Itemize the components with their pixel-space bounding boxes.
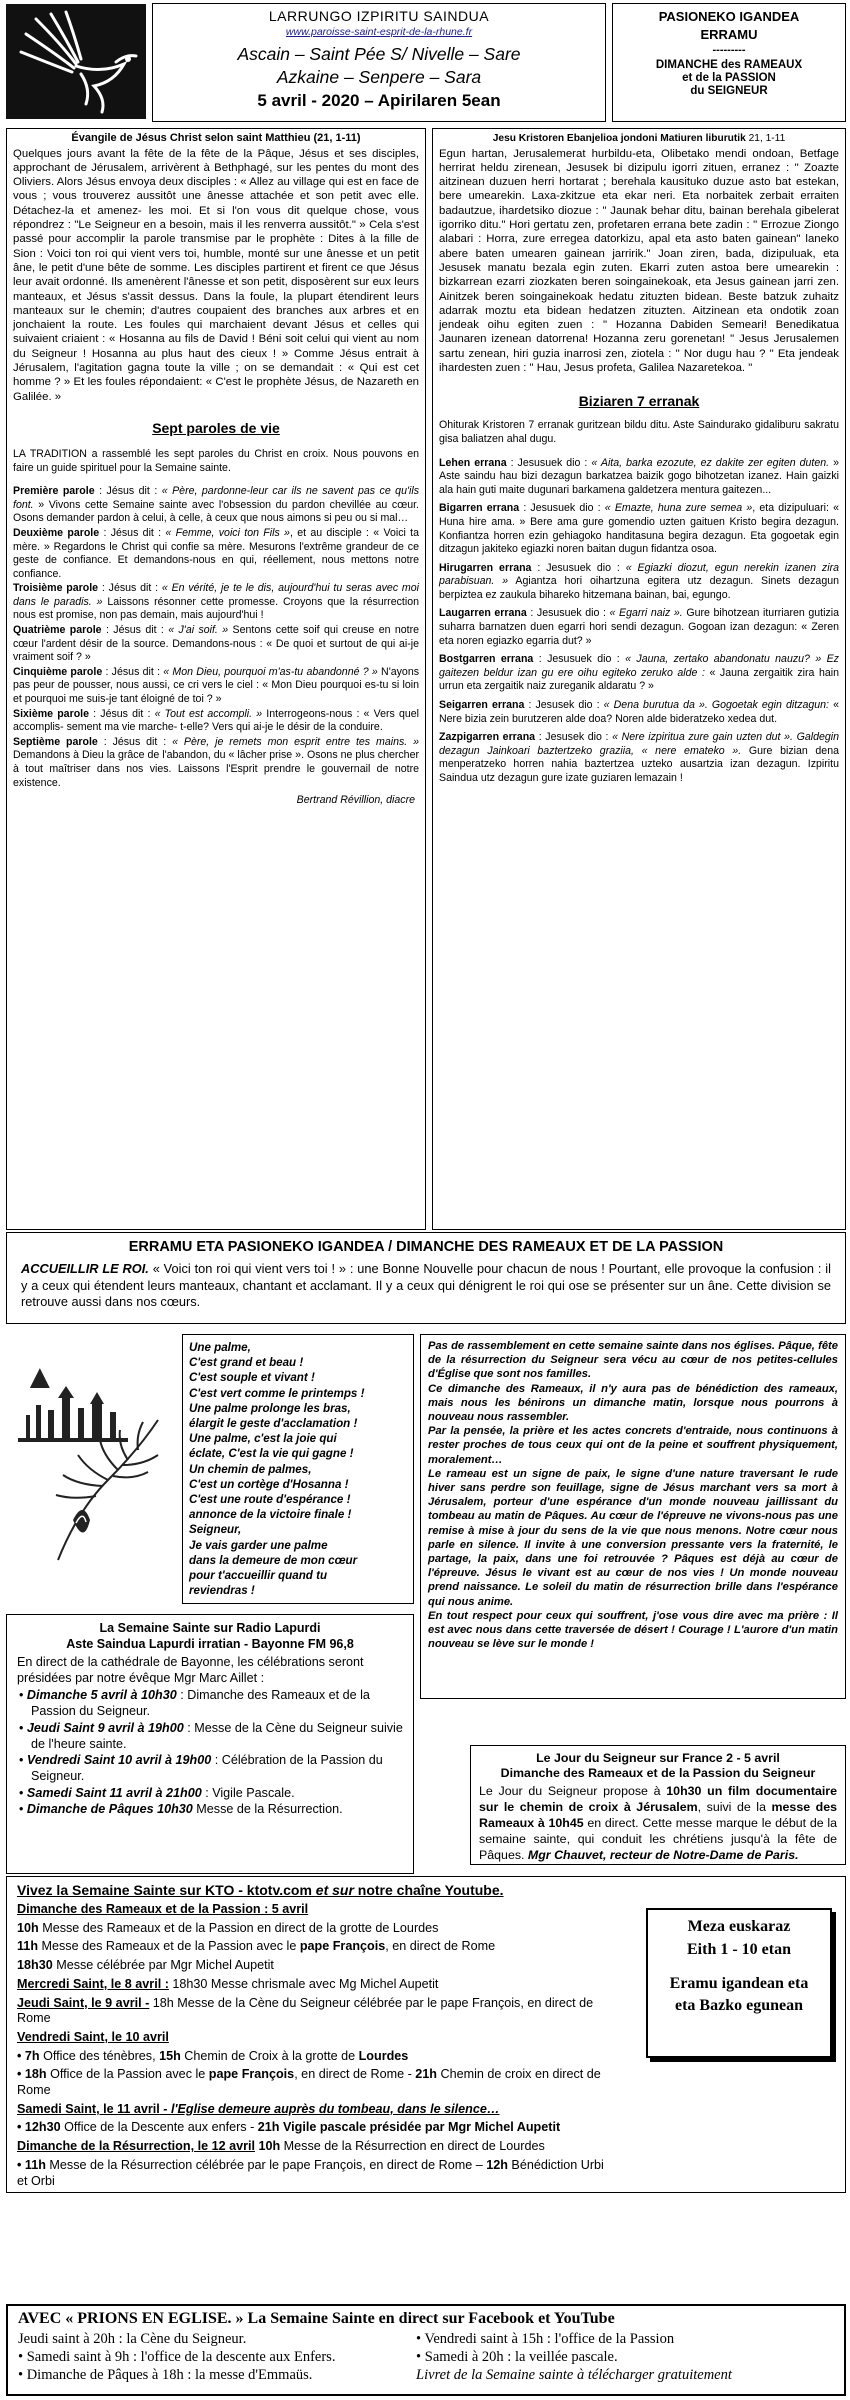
kto-desc: Bénédiction Urbi et Orbi <box>17 2157 604 2188</box>
kto-time: 18h30 <box>17 1958 53 1973</box>
radio-when: Jeudi Saint 9 avril à 19h00 <box>26 1720 184 1735</box>
kto-emph: pape François <box>208 2067 295 2082</box>
prions-item: • Samedi à 20h : la veillée pascale. <box>416 2349 618 2365</box>
right-column <box>432 128 846 1230</box>
kto-heading-tail: 18h Messe de la Cène du Seigneur célébrée par le pape François, en direct de Rome <box>17 1995 594 2026</box>
prions-item: • Vendredi saint à 15h : l'office de la Passion <box>416 2331 675 2347</box>
kto-desc: Office de la Passion avec le <box>46 2067 209 2082</box>
radio-item <box>17 1721 403 1752</box>
errana-item <box>439 502 839 556</box>
radio-item <box>17 1753 403 1784</box>
radio-intro: En direct de la cathédrale de Bayonne, les célébrations seront présidées par notre évêque Mgr Marc Aillet : <box>17 1655 364 1685</box>
poem-line: Une palme, c'est la joie qui <box>189 1432 337 1446</box>
parole-lead: : Jésus dit : <box>89 707 155 720</box>
radio-what: : Messe de la Cène du Seigneur suivie de l'heure sainte. <box>31 1720 403 1751</box>
parole-rest: Laissons résonner cette promesse. Croyons que la résurrection nous est promise, non pas demain, mais aujourd'hui ! <box>13 595 419 622</box>
errana-item <box>439 562 839 603</box>
radio-what: : Dimanche des Rameaux et de la Passion du Seigneur. <box>31 1688 370 1719</box>
parole-rest: , et au disciple : « Voici ta mère. » Regardons le Christ qui confie sa mère. Mesurons l'extrême grandeur de ce geste de confiance. Et demandons-nous en qui, réellement, nous mettons notre confiance. <box>13 526 419 580</box>
parole-rest: Demandons à Dieu la grâce de l'abandon, du « lâcher prise ». Osons ne plus chercher à tout maîtriser dans nos vies. Laissons l'Esprit prendre le gouvernail de notre existence. <box>13 749 419 789</box>
kto-emph: pape François <box>299 1939 386 1954</box>
errana-lead: : Jesusuek dio : <box>519 502 605 515</box>
bullet-icon: • <box>19 1688 27 1703</box>
parole-lead: : Jésus dit : <box>98 582 162 595</box>
parole-item <box>13 624 419 665</box>
parole-label: Deuxième parole <box>13 526 100 539</box>
errana-label: Bigarren errana <box>439 502 520 515</box>
errana-label: Zazpigarren errana <box>439 731 536 744</box>
kto-desc: Messe des Rameaux et de la Passion avec le <box>38 1939 300 1954</box>
poem-line: C'est vert comme le printemps ! <box>189 1386 365 1400</box>
issue-date: 5 avril - 2020 – Apirilaren 5ean <box>257 91 501 110</box>
kto-heading: Mercredi Saint, le 8 avril : <box>17 1976 169 1991</box>
errana-lead: : Jesusuek dio : <box>531 561 626 574</box>
poem-line: Un chemin de palmes, <box>189 1462 312 1476</box>
errana-item <box>439 653 839 694</box>
parole-lead: : Jésus dit : <box>99 526 166 539</box>
kto-line <box>17 1958 617 1974</box>
errana-label: Seigarren errana <box>439 699 525 712</box>
parole-label: Sixième parole <box>13 707 90 720</box>
meza-line-4: eta Bazko egunean <box>675 1997 803 2014</box>
kto-line <box>17 1921 617 1937</box>
radio-what: Messe de la Résurrection. <box>192 1802 343 1817</box>
parole-rest: » Vivons cette Semaine sainte avec l'obsession du pardon chevillée au cœur. Osons demander pardon à celui, à celle, à ceux que nous aimons si peu ou si mal… <box>13 498 419 525</box>
errana-item <box>439 699 839 726</box>
radio-title-2: Aste Saindua Lapurdi irratian - Bayonne FM 96,8 <box>66 1637 354 1651</box>
errana-rest: Gure bihotzean iturriaren gutizia suharra barnatzen duen egarri hori sendi dezagun. Gogoan izan dezagun: « Zeren eta noren egiazko egarria dut? » <box>439 607 840 647</box>
errana-item <box>439 457 839 498</box>
errana-rest: « Nere bizia zein burutzeren alde doa? Noren alde bideratzeko xedea dut. <box>439 699 839 725</box>
biziaren-title: Biziaren 7 erranak <box>578 393 700 410</box>
errana-lead: : Jesusuek dio : <box>506 456 592 469</box>
rassemblement-box <box>420 1334 846 1699</box>
header-right <box>612 3 846 122</box>
meza-box <box>646 1908 832 2058</box>
prions-title: AVEC « PRIONS EN EGLISE. » La Semaine Sainte en direct sur Facebook et YouTube <box>18 2310 615 2327</box>
errana-item <box>439 731 839 785</box>
logo-dove <box>6 4 146 119</box>
errana-rest: » Aste saindu hau bizi dezagun barkatzea baizik gogo bihotzetan izanez. Hain gaizki ala hain guti maite dugunari barkamena galdetzera mentura gaitezen... <box>439 456 839 496</box>
kto-emph: 21h <box>415 2067 437 2082</box>
day-fr-1: DIMANCHE des RAMEAUX <box>655 59 803 71</box>
parole-quote: « Mon Dieu, pourquoi m'as-tu abandonné ? » <box>163 665 378 678</box>
poem-line: éclate, C'est la vie qui gagne ! <box>189 1447 354 1461</box>
biziaren-list <box>439 457 839 786</box>
poem-line: C'est grand et beau ! <box>189 1356 304 1370</box>
radio-item <box>17 1786 403 1802</box>
parole-item <box>13 485 419 526</box>
website-link[interactable]: www.paroisse-saint-esprit-de-la-rhune.fr <box>285 26 473 38</box>
meza-time: Eith 1 - 10 etan <box>687 1941 791 1958</box>
parole-label: Septième parole <box>13 735 98 748</box>
gospel-eus-text: Egun hartan, Jerusalemerat hurbildu-eta, Olibetako mendi ondoan, Betfage herrirat heldu zirenean, Jesusek bi dizipulu igorri zituen, erranez : " Zoazte aitzinean duzuen herri hortarat ; berehala kausituko duzue asto bat estekan, bere umearekin. Laxa-zkitzue eta ekar neri. Eta norbaitek zerbait erraiten badautzue, ihardetsiko diozue : " Jaunak behar ditu, bainan berehala gibelerat igorriko ditu." Hori gertatu zen, profetaren errana bete zadin : " Errozue Ziongo alabari : Horra, zure erregea datorkizu, apal eta asto baten gainean" laneko abere baten umearen gainean jarririk." Joan ziren, bada, dizipuluak, eta Jesusek manatu bezala egin zuten. Ekarri zuten astoa bere umearekin : bizkarrean ezarri ziozkaten beren soingainekoak, eta Jesus gainean jarri zen. Ainitzek beren soingainekoak hedatu zituzten bidean. Beste batzuk zuhaitz adarrak moztu eta bidean hedatzen zituzten. Aitzinean eta ondotik zoan jendeak oihu egiten zuen : " Hozanna Dabiden Semeari! Benedikatua Jaunaren izenean datorrena! Hozanna zeru gorenetan! " Jesus Jerusalemen sartu zenean, hiri guzia inarrosi zen, ziotela : " Nor dugu hau ? " Eta jendeak ihardesten zuen : " Hau, Jesus profeta, Galilea Nazaretekoa. " <box>439 147 839 375</box>
bullet-icon: • <box>19 1802 27 1817</box>
palm-icon <box>18 1360 178 1590</box>
kto-schedule <box>17 1902 617 2189</box>
rassemblement-paragraph: En tout respect pour ceux qui souffrent, j'ose vous dire avec ma prière : Il est avec nous dans cette traversée de désert ! Courage ! L'aurore d'un matin nouveau se lève sur le monde ! <box>428 1609 838 1651</box>
parole-rest: Sentons cette soif qui creuse en notre cœur l'ardent désir de la source. Demandons-nous : « De quoi et surtout de qui ai-je vraiment soif ? » <box>13 624 420 664</box>
sept-paroles-list <box>13 485 419 790</box>
prions-item: Jeudi saint à 20h : la Cène du Seigneur. <box>18 2331 247 2347</box>
towns-fr: Ascain – Saint Pée S/ Nivelle – Sare <box>237 44 521 64</box>
errana-quote: « Dena burutua da ». Gogoetak egin ditzagun: <box>603 699 829 712</box>
kto-heading: Dimanche de la Résurrection, le 12 avril <box>17 2139 255 2154</box>
kto-line <box>17 1939 617 1955</box>
day-eus-1: PASIONEKO IGANDEA <box>658 9 800 24</box>
parole-item <box>13 736 419 790</box>
parole-quote: « Père, pardonne-leur car ils ne savent pas ce qu'ils font. <box>13 485 419 511</box>
poem-line: dans la demeure de mon cœur <box>189 1553 358 1567</box>
poem-line: Seigneur, <box>189 1523 242 1537</box>
kto-desc: Office des ténèbres, <box>39 2048 160 2063</box>
rassemblement-paragraph: Ce dimanche des Rameaux, il n'y aura pas de bénédiction des rameaux, mais nous les bénirons un dimanche matin, lorsque nous pourrons à nouveau nous rassembler. <box>428 1382 838 1424</box>
day-fr-2: et de la PASSION <box>682 72 776 84</box>
radio-when: Vendredi Saint 10 avril à 19h00 <box>26 1753 212 1768</box>
kto-section-heading <box>17 2139 617 2155</box>
france2-title-1: Le Jour du Seigneur sur France 2 - 5 avril <box>536 1751 780 1765</box>
parole-quote: « Femme, voici ton Fils » <box>165 526 290 539</box>
france2-text: Le Jour du Seigneur propose à 10h30 un film documentaire sur le chemin de croix à Jérusalem, suivi de la messe des Rameaux à 10h45 en direct. Cette messe marque le début de la semaine sainte, qui conduit les chrétiens jusqu'à la fête de Pâques. Mgr Chauvet, recteur de Notre-Dame de Paris. <box>479 1784 838 1862</box>
biziaren-intro: Ohiturak Kristoren 7 erranak guritzean bildu ditu. Aste Saindurako gidaliburu sakratu gisa baliatzen ahal dugu. <box>439 419 839 445</box>
day-fr-3: du SEIGNEUR <box>690 85 768 97</box>
parole-item <box>13 708 419 735</box>
kto-desc: , en direct de Rome - <box>294 2067 416 2082</box>
france2-title-2: Dimanche des Rameaux et de la Passion du Seigneur <box>500 1766 816 1780</box>
dove-icon <box>6 4 146 119</box>
errana-lead: : Jesusek dio : <box>535 731 613 744</box>
errana-label: Hirugarren errana <box>439 561 532 574</box>
gospel-fr-text: Quelques jours avant la fête de la fête de la Pâque, Jésus et ses disciples, approchant de Jérusalem, arrivèrent à Bethphagé, sur les pentes du mont des Oliviers. Alors Jésus envoya deux disciples : « Allez au village qui est en face de vous ; vous trouverez aussitôt une ânesse attachée et son petit avec elle. Détachez-la et amenez- les moi. Et si l'on vous dit quelque chose, vous répondrez : "Le Seigneur en a besoin, mais il les renverra aussitôt." » Cela s'est passé pour accomplir la parole transmise par le prophète : Dites à la fille de Sion : Voici ton roi qui vient vers toi, humble, monté sur une ânesse et un petit âne, le petit d'une bête de somme. Les disciples partirent et firent ce que Jésus leur avait ordonné. Ils amenèrent l'ânesse et son petit, disposèrent sur eux leurs manteaux, et Jésus s'assit dessus. Dans la foule, la plupart étendirent leurs manteaux sur le chemin; d'autres coupaient des branches aux arbres et en jonchaient la route. Les foules qui marchaient devant Jésus et celles qui suivaient criaient : « Hosanna au fils de David ! Béni soit celui qui vient au nom du Seigneur ! Hosanna au plus haut des cieux ! » Comme Jésus entrait à Jérusalem, l'agitation gagna toute la ville ; on se demandait : « Qui est cet homme ? » Et les foules répondaient: « C'est le prophète Jésus, de Nazareth en Galilée. » <box>13 147 419 403</box>
parole-lead: : Jésus dit : <box>101 624 169 637</box>
radio-when: Samedi Saint 11 avril à 21h00 <box>26 1785 202 1800</box>
bullet-icon: • <box>19 1720 27 1735</box>
france2-box <box>470 1745 846 1865</box>
kto-heading-tail: Messe de la Résurrection en direct de Lourdes <box>280 2139 545 2154</box>
poem-line: C'est une route d'espérance ! <box>189 1493 351 1507</box>
errana-lead: : Jesusuek dio : <box>526 607 610 620</box>
kto-time: • 18h <box>17 2067 47 2082</box>
poem-line: annonce de la victoire finale ! <box>189 1508 352 1522</box>
svg-text:▲: ▲ <box>23 1360 57 1396</box>
parole-quote: « Tout est accompli. » <box>154 707 263 720</box>
prions-item: • Samedi saint à 9h : l'office de la descente aux Enfers. <box>18 2349 336 2365</box>
kto-heading: Dimanche des Rameaux et de la Passion : 5 avril <box>17 1902 309 1916</box>
prions-right <box>416 2330 834 2384</box>
poem-line: reviendras ! <box>189 1584 255 1598</box>
parole-lead: : Jésus dit : <box>102 665 164 678</box>
poem-box <box>182 1334 414 1604</box>
sept-paroles-intro: LA TRADITION a rassemblé les sept paroles du Christ en croix. Nous pouvons en faire un guide spirituel pour la Semaine sainte. <box>13 447 419 474</box>
radio-title-1: La Semaine Sainte sur Radio Lapurdi <box>99 1621 321 1635</box>
kto-heading-tail: 10h <box>254 2139 281 2154</box>
kto-emph: 21h Vigile pascale présidée par Mgr Michel Aupetit <box>257 2120 561 2135</box>
errana-lead: : Jesusuek dio : <box>533 653 626 666</box>
kto-heading-tail: 18h30 Messe chrismale avec Mg Michel Aupetit <box>168 1976 439 1991</box>
kto-time: • 12h30 <box>17 2120 61 2135</box>
gospel-fr-title: Évangile de Jésus Christ selon saint Matthieu (21, 1-11) <box>71 132 361 144</box>
kto-desc: Office de la Descente aux enfers - <box>60 2120 258 2135</box>
kto-emph: 12h <box>486 2157 508 2172</box>
kto-time: 10h <box>17 1920 39 1935</box>
meza-title: Meza euskaraz <box>687 1918 791 1935</box>
gospel-eus-title: Jesu Kristoren Ebanjelioa jondoni Matiuren liburutik 21, 1-11 <box>492 133 786 144</box>
radio-when: Dimanche de Pâques 10h30 <box>26 1802 193 1817</box>
radio-what: : Célébration de la Passion du Seigneur. <box>31 1753 383 1783</box>
header-center <box>152 3 606 122</box>
parole-label: Première parole <box>13 485 95 498</box>
errana-quote: « Jauna, zertako abandonatu nauzu? » Ez gaitezen beldur izan gu ere oihu egiteko zeruko alde : <box>439 653 839 679</box>
kto-heading: Jeudi Saint, le 9 avril - <box>17 1995 150 2010</box>
poem-line: Une palme prolonge les bras, <box>189 1401 351 1415</box>
errana-rest: Gure bizian dena menperatzeko horren nahia baztertzea uzteko ausartzia izan dezagun. Izpiritu Saindua utz dezagun gure izate guziaren lemazain ! <box>439 744 839 784</box>
kto-section-heading <box>17 1977 617 1993</box>
radio-when: Dimanche 5 avril à 10h30 <box>26 1688 177 1703</box>
poem-line: Une palme, <box>189 1341 251 1354</box>
parole-lead: : Jésus dit : <box>97 735 173 748</box>
kto-line <box>17 2120 617 2136</box>
errana-quote: « Egarri naiz ». <box>609 607 683 620</box>
kto-desc: Messe de la Résurrection célébrée par le pape François, en direct de Rome – <box>45 2157 487 2172</box>
kto-line <box>17 2049 617 2065</box>
errana-quote: « Emazte, huna zure semea » <box>604 502 753 515</box>
rassemblement-text <box>428 1339 838 1651</box>
kto-line <box>17 2158 617 2189</box>
kto-desc: Messe célébrée par Mgr Michel Aupetit <box>52 1958 274 1973</box>
parole-label: Cinquième parole <box>13 665 103 678</box>
parole-item <box>13 666 419 707</box>
rassemblement-paragraph: Pas de rassemblement en cette semaine sainte dans nos églises. Pâque, fête de la résurrection du Seigneur sera vécu au cœur de nos petites-cellules d'Église que sont nos familles. <box>428 1340 838 1381</box>
palm-drawing <box>18 1360 178 1590</box>
parole-quote: « J'ai soif. » <box>168 624 229 637</box>
kto-desc: Chemin de croix en direct de Rome <box>17 2067 601 2098</box>
poem-line: pour t'accueillir quand tu <box>189 1569 328 1583</box>
kto-heading: Samedi Saint, le 11 avril <box>17 2101 160 2116</box>
kto-emph: 15h <box>159 2048 181 2063</box>
rassemblement-paragraph: Le rameau est un signe de paix, le signe d'une nature traversant le rude hiver sans perdre son feuillage, signe de Jésus marchant vers sa mort à Jérusalem, porteur d'une espérance d'un monde nouveau jaillissant du tombeau au matin de Pâques. Au cœur de l'épreuve ne vivons-nous pas une remise à mise à jour du sens de la vie que nous menons. Notre cœur nous parle en silence. Il invite à une conversion pressante vers la fraternité, le partage, la paix, dans une foi retrouvée ? Pâques est déjà au cœur de l'épreuve. Jésus le vivant est au cœur de nos vies ! Un monde nouveau prend naissance. Le soleil du matin de résurrection brille dans l'espérance qui nous anime. <box>428 1467 838 1608</box>
kto-section-heading <box>17 1902 617 1918</box>
kto-heading-tail: - l'Eglise demeure auprès du tombeau, dans le silence… <box>159 2101 500 2116</box>
poem-line: C'est souple et vivant ! <box>189 1371 315 1385</box>
dashes: --------- <box>712 44 746 56</box>
errana-quote: « Nere izpiritua zure gain uzten dut ». Galdegin dezagun Jainkoari baztertzeko graziia, « nere emateko ». <box>439 731 839 757</box>
kto-section-heading <box>17 2030 617 2046</box>
towns-eus: Azkaine – Senpere – Sara <box>276 67 482 87</box>
errana-rest: Agiantza hori oihartzuna egitera utz dezagun. Sinets dezagun berpiztea ez zaukula bihareko hitzemana bainan, bai, egungo. <box>439 575 840 601</box>
radio-item <box>17 1802 403 1818</box>
kto-desc: Messe des Rameaux et de la Passion en direct de la grotte de Lourdes <box>38 1920 439 1935</box>
parole-quote: « En vérité, je te le dis, aujourd'hui tu seras avec moi dans le paradis. » <box>13 582 420 608</box>
errana-lead: : Jesusek dio : <box>524 699 604 712</box>
parole-item <box>13 527 419 581</box>
errana-rest: , eta dizipuluari: « Huna hire ama. » Bere ama gure gomendio uzten gaituen Kristo begira dezagun. Konfiantza horren ezin gehiagoko handitasuna begira dezagun. Eta gogoetak egin ditzagun jakiteko egiazki noren baitan dugun fidantza osoa. <box>439 502 839 556</box>
kto-line <box>17 2067 617 2098</box>
poem-line: Je vais garder une palme <box>189 1538 328 1552</box>
bullet-icon: • <box>19 1753 27 1768</box>
radio-box <box>6 1614 414 1874</box>
kto-section-heading <box>17 2102 617 2118</box>
prions-note: Livret de la Semaine sainte à télécharger gratuitement <box>416 2367 732 2383</box>
parish-name: LARRUNGO IZPIRITU SAINDUA <box>268 8 490 24</box>
radio-what: : Vigile Pascale. <box>201 1785 295 1800</box>
prions-left <box>18 2330 416 2384</box>
kto-title: Vivez la Semaine Sainte sur KTO - ktotv.com et sur notre chaîne Youtube. <box>17 1882 504 1898</box>
poem-line: C'est un cortège d'Hosanna ! <box>189 1477 349 1491</box>
poem-line: élargit le geste d'acclamation ! <box>189 1417 358 1431</box>
parole-label: Quatrième parole <box>13 624 102 637</box>
errana-quote: « Egiazki diozut, egun nerekin izanen zira parabisuan. » <box>439 561 839 588</box>
errana-quote: « Aita, barka ezozute, ez dakite zer egiten duten. <box>591 456 830 469</box>
kto-desc: Chemin de Croix à la grotte de <box>180 2048 359 2063</box>
parole-lead: : Jésus dit : <box>94 485 162 498</box>
parole-rest: N'ayons pas peur de pousser, nous aussi, ce cri vers le ciel : « Mon Dieu pourquoi es-tu si loin et pourquoi me suis-je tant éloigné de toi ? » <box>13 665 420 706</box>
prions-box <box>6 2304 846 2396</box>
prions-item: • Dimanche de Pâques à 18h : la messe d'Emmaüs. <box>18 2367 313 2383</box>
poem-lines <box>189 1340 407 1598</box>
left-column <box>6 128 426 1230</box>
rassemblement-paragraph: Par la pensée, la prière et les actes concrets d'entraide, nous continuons à rester proches de tous ceux qui ont de la peine et souffrent physiquement, moralement… <box>428 1425 838 1466</box>
parole-label: Troisième parole <box>13 582 99 595</box>
erramu-text: ACCUEILLIR LE ROI. « Voici ton roi qui vient vers toi ! » : une Bonne Nouvelle pour chacun de nous ! Pourtant, elle provoque la confusion : il y a ceux qui étendent leurs manteaux, chantant et acclamant. Il y a ceux qui dénigrent le roi qui ose se présenter sur un âne. Cette division se retrouve aussi dans nos cœurs. <box>21 1261 831 1309</box>
sept-paroles-title: Sept paroles de vie <box>152 419 280 436</box>
parole-item <box>13 582 419 623</box>
errana-label: Lehen errana <box>439 456 507 469</box>
kto-desc: , en direct de Rome <box>385 1939 496 1954</box>
parole-rest: Interrogeons-nous : « Vers quel accomplis- sement ma vie marche- t-elle? Vers qui ai-je le désir de la conduire. <box>13 707 419 734</box>
errana-item <box>439 607 839 648</box>
meza-line-3: Eramu igandean eta <box>669 1975 809 1992</box>
erramu-box <box>6 1232 846 1324</box>
erramu-title: ERRAMU ETA PASIONEKO IGANDEA / DIMANCHE DES RAMEAUX ET DE LA PASSION <box>128 1239 724 1255</box>
bullet-icon: • <box>19 1785 27 1800</box>
errana-rest: « Jauna zergaitik zira hain urrun eta zergaitik naiz zureganik aldaratu ? » <box>439 666 839 693</box>
signature: Bertrand Révillion, diacre <box>296 794 415 807</box>
radio-list <box>17 1688 403 1818</box>
parole-quote: « Père, je remets mon esprit entre tes mains. » <box>172 735 419 748</box>
prions-grid <box>18 2330 834 2384</box>
day-eus-2: ERRAMU <box>700 27 758 42</box>
kto-heading: Vendredi Saint, le 10 avril <box>17 2029 169 2044</box>
kto-emph: Lourdes <box>358 2048 409 2063</box>
kto-time: • 11h <box>17 2157 46 2172</box>
kto-section-heading <box>17 1996 617 2027</box>
errana-label: Bostgarren errana <box>439 653 534 666</box>
kto-time: 11h <box>17 1939 39 1954</box>
kto-time: • 7h <box>17 2048 40 2063</box>
errana-label: Laugarren errana <box>439 607 527 620</box>
radio-item <box>17 1688 403 1719</box>
